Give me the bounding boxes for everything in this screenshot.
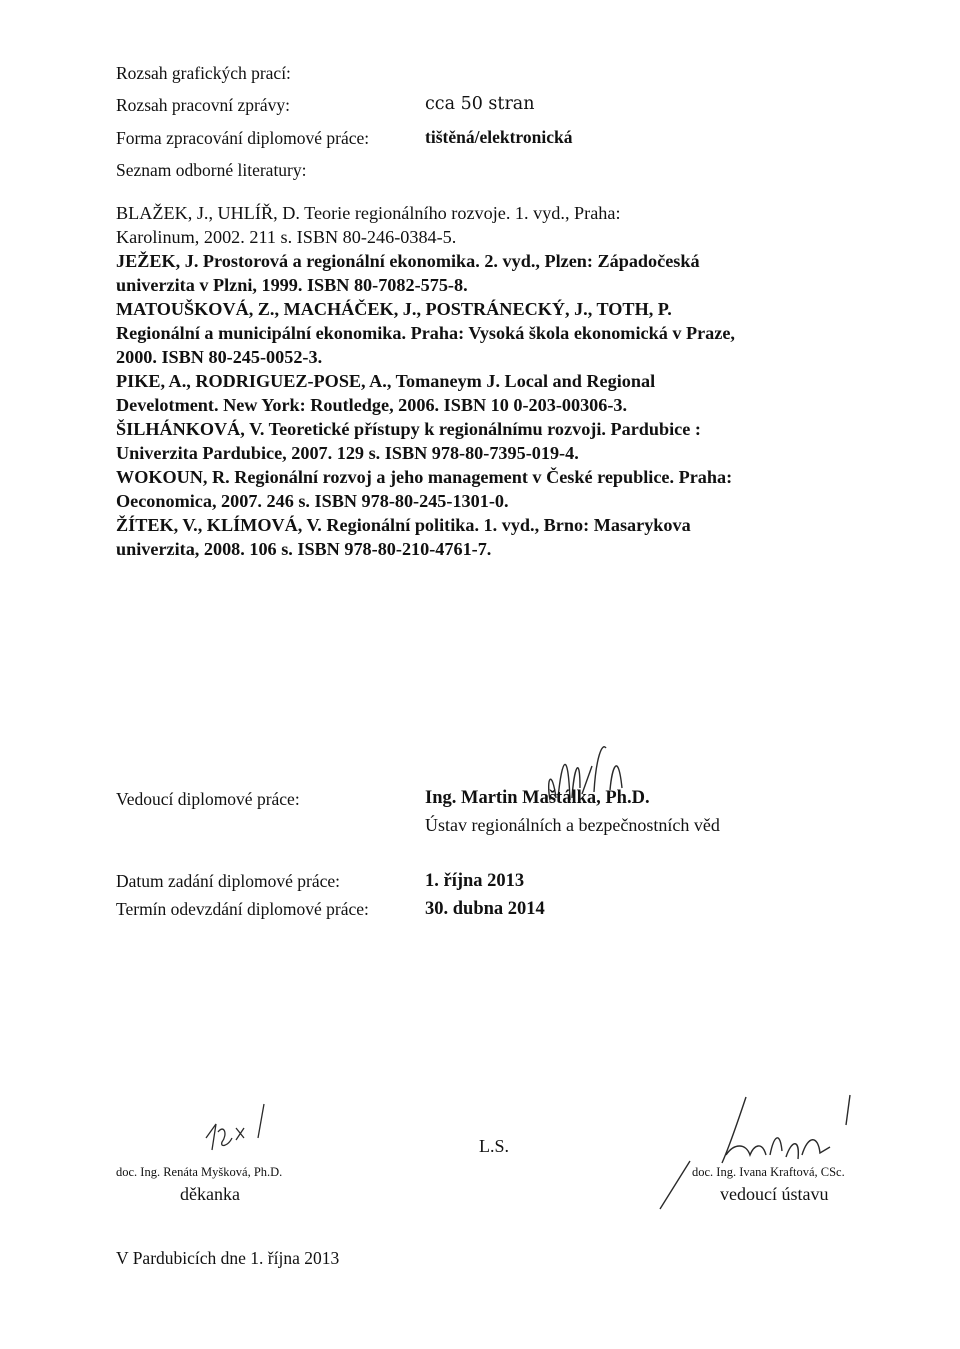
format-label: Forma zpracování diplomové práce: bbox=[116, 128, 370, 148]
bib-line: Oeconomica, 2007. 246 s. ISBN 978-80-245-1301-0. bbox=[116, 491, 509, 511]
bib-entry bbox=[116, 297, 876, 369]
bib-line: MATOUŠKOVÁ, Z., MACHÁČEK, J., POSTRÁNECKÝ, J., TOTH, P. bbox=[116, 299, 672, 319]
bib-entry bbox=[116, 513, 876, 561]
bib-line: JEŽEK, J. Prostorová a regionální ekonomika. 2. vyd., Plzen: Západočeská bbox=[116, 251, 700, 271]
bibliography-list bbox=[116, 201, 876, 561]
bib-line: Develotment. New York: Routledge, 2006. ISBN 10 0-203-00306-3. bbox=[116, 395, 628, 415]
bib-entry bbox=[116, 249, 876, 297]
bib-line: PIKE, A., RODRIGUEZ-POSE, A., Tomaneym J. Local and Regional bbox=[116, 371, 656, 391]
seal-placeholder: L.S. bbox=[479, 1136, 510, 1156]
format-value: tištěná/elektronická bbox=[425, 127, 573, 147]
bib-entry bbox=[116, 201, 876, 249]
assignment-date-label: Datum zadání diplomové práce: bbox=[116, 871, 341, 891]
assignment-date-value: 1. října 2013 bbox=[425, 871, 525, 891]
bib-line: Karolinum, 2002. 211 s. ISBN 80-246-0384-5. bbox=[116, 227, 457, 247]
dean-title: děkanka bbox=[180, 1184, 240, 1204]
supervisor-name: Ing. Martin Maštálka, Ph.D. bbox=[425, 788, 650, 808]
graphics-scope-label: Rozsah grafických prací: bbox=[116, 63, 291, 83]
head-title: vedoucí ústavu bbox=[720, 1184, 829, 1204]
report-scope-value: cca 50 stran bbox=[425, 94, 535, 114]
bib-line: BLAŽEK, J., UHLÍŘ, D. Teorie regionálního rozvoje. 1. vyd., Praha: bbox=[116, 203, 621, 223]
place-and-date: V Pardubicích dne 1. října 2013 bbox=[116, 1248, 340, 1268]
literature-label: Seznam odborné literatury: bbox=[116, 160, 307, 180]
bib-line: univerzita v Plzni, 1999. ISBN 80-7082-575-8. bbox=[116, 275, 468, 295]
supervisor-department: Ústav regionálních a bezpečnostních věd bbox=[425, 815, 720, 835]
due-date-label: Termín odevzdání diplomové práce: bbox=[116, 899, 369, 919]
bib-line: Univerzita Pardubice, 2007. 129 s. ISBN 978-80-7395-019-4. bbox=[116, 443, 579, 463]
bib-line: ŽÍTEK, V., KLÍMOVÁ, V. Regionální politika. 1. vyd., Brno: Masarykova bbox=[116, 515, 691, 535]
bib-line: 2000. ISBN 80-245-0052-3. bbox=[116, 347, 323, 367]
bib-entry bbox=[116, 417, 876, 465]
supervisor-label: Vedoucí diplomové práce: bbox=[116, 789, 300, 809]
dean-signature bbox=[192, 1098, 282, 1168]
due-date-value: 30. dubna 2014 bbox=[425, 899, 545, 919]
bib-line: Regionální a municipální ekonomika. Praha: Vysoká škola ekonomická v Praze, bbox=[116, 323, 735, 343]
bib-line: WOKOUN, R. Regionální rozvoj a jeho management v České republice. Praha: bbox=[116, 467, 733, 487]
bib-line: univerzita, 2008. 106 s. ISBN 978-80-210-4761-7. bbox=[116, 539, 492, 559]
bib-entry bbox=[116, 465, 876, 513]
bib-entry bbox=[116, 369, 876, 417]
head-name: doc. Ing. Ivana Kraftová, CSc. bbox=[692, 1165, 845, 1179]
bib-line: ŠILHÁNKOVÁ, V. Teoretické přístupy k regionálnímu rozvoji. Pardubice : bbox=[116, 419, 701, 439]
dean-name: doc. Ing. Renáta Myšková, Ph.D. bbox=[116, 1165, 283, 1179]
report-scope-label: Rozsah pracovní zprávy: bbox=[116, 95, 290, 115]
